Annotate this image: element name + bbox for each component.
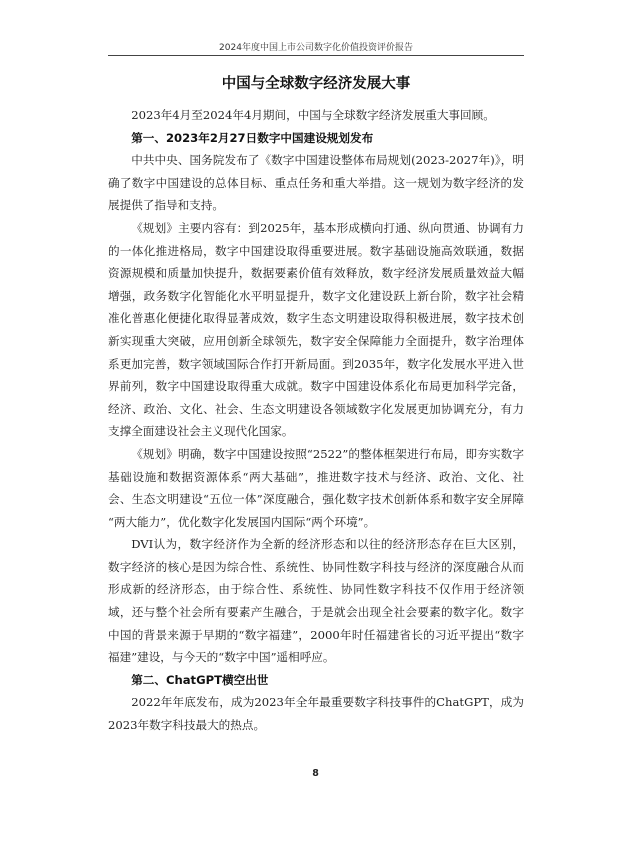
section-heading: 第二、ChatGPT横空出世	[131, 672, 269, 687]
body-paragraph: 《规划》主要内容有：到2025年，基本形成横向打通、纵向贯通、协调有力的一体化推进格局，数字中国建设取得重要进展。数字基础设施高效联通，数据资源规模和质量加快提升，数据要素价值有效释放，数字经济发展质量效益大幅增强，政务数字化智能化水平明显提升，数字文化建设跃上新台阶，数字社会精准化普惠化便捷化取得显著成效，数字生态文明建设取得积极进展，数字技术创新实现重大突破，应用创新全球领先，数字安全保障能力全面提升，数字治理体系更加完善，数字领域国际合作打开新局面。到2035年，数字化发展水平进入世界前列，数字中国建设取得重大成就。数字中国建设体系化布局更加科学完备，经济、政治、文化、社会、生态文明建设各领域数字化发展更加协调充分，有力支撑全面建设社会主义现代化国家。	[108, 220, 524, 439]
page-number: 8	[312, 768, 319, 779]
body-paragraph: 2022年年底发布，成为2023年全年最重要数字科技事件的ChatGPT，成为2023年数字科技最大的热点。	[108, 695, 524, 733]
body-paragraph: 《规划》明确，数字中国建设按照“2522”的整体框架进行布局，即夯实数字基础设施和数据资源体系“两大基础”，推进数字技术与经济、政治、文化、社会、生态文明建设“五位一体”深度融合，强化数字技术创新体系和数字安全屏障 “两大能力”，优化数字化发展国内国际“两个环境”。	[108, 446, 524, 529]
body-paragraph: 中共中央、国务院发布了《数字中国建设整体布局规划(2023-2027年)》，明确了数字中国建设的总体目标、重点任务和重大举措。这一规划为数字经济的发展提供了指导和支持。	[108, 153, 524, 213]
section-heading: 第一、2023年2月27日数字中国建设规划发布	[131, 130, 374, 145]
body-paragraph: DVI认为，数字经济作为全新的经济形态和以往的经济形态存在巨大区别，数字经济的核心是因为综合性、系统性、协同性数字科技与经济的深度融合从而形成新的经济形态，由于综合性、系统性、协同性数字科技不仅作用于经济领域，还与整个社会所有要素产生融合，于是就会出现全社会要素的数字化。数字中国的背景来源于早期的“数字福建”，2000年时任福建省长的习近平提出“数字福建”建设，与今天的“数字中国”遥相呼应。	[108, 537, 524, 665]
header-divider	[108, 55, 524, 56]
intro-paragraph: 2023年4月至2024年4月期间，中国与全球数字经济发展重大事回顾。	[131, 108, 495, 122]
page-title: 中国与全球数字经济发展大事	[221, 76, 411, 92]
document-body	[108, 104, 524, 737]
running-header: 2024年度中国上市公司数字化价值投资评价报告	[219, 43, 413, 53]
